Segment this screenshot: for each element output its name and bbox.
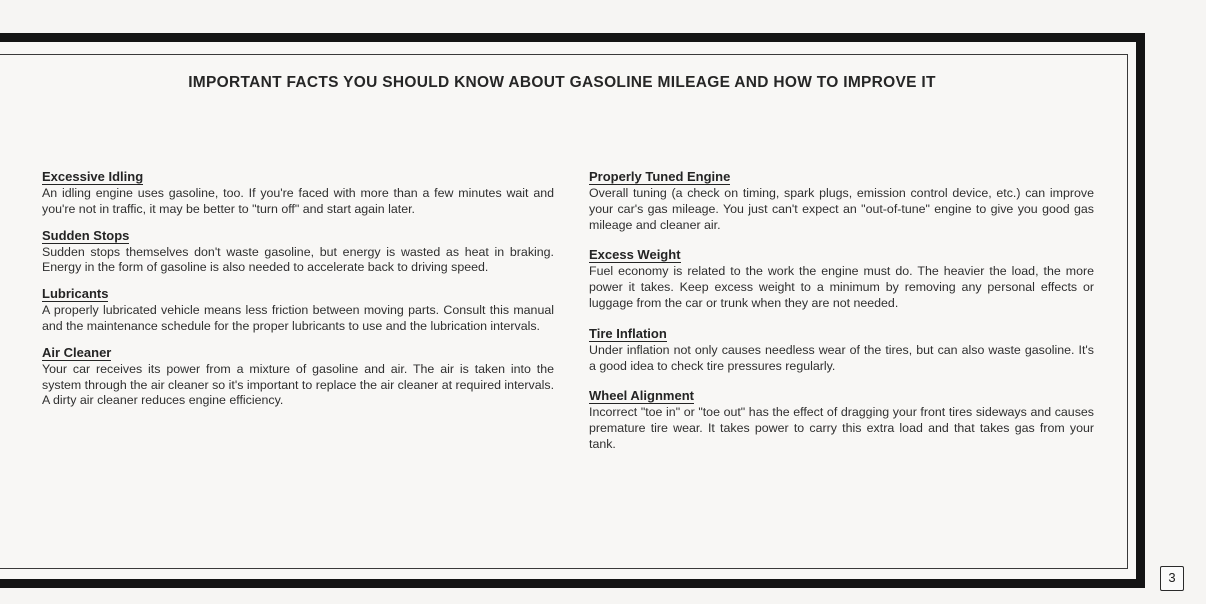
section-body: Incorrect "toe in" or "toe out" has the effect of dragging your front tires sideways and causes premature tire wear. It takes power to carry this extra load and that takes gas from your tank.: [589, 405, 1094, 451]
section-body: A properly lubricated vehicle means less friction between moving parts. Consult this manual and the maintenance schedule for the proper lubricants to use and the lubrication intervals.: [42, 303, 554, 333]
section-body: Under inflation not only causes needless wear of the tires, but can also waste gasoline. It's a good idea to check tire pressures regularly.: [589, 342, 1094, 373]
section-body: Fuel economy is related to the work the engine must do. The heavier the load, the more power it takes. Keep excess weight to a minimum by removing any personal effects or luggage from the car or trunk when they are not needed.: [589, 264, 1094, 310]
section-body: Sudden stops themselves don't waste gasoline, but energy is wasted as heat in braking. Energy in the form of gasoline is also needed to accelerate back to driving speed.: [42, 244, 554, 275]
section-title: Excess Weight: [589, 247, 681, 263]
section-wheel-alignment: [589, 387, 1094, 452]
left-column: [42, 168, 554, 418]
section-body: Your car receives its power from a mixture of gasoline and air. The air is taken into the system through the air cleaner so it's important to replace the air cleaner at required intervals. A dirty air cleaner reduces engine efficiency.: [42, 361, 555, 408]
section-title: Sudden Stops: [42, 227, 130, 243]
section-body: An idling engine uses gasoline, too. If you're faced with more than a few minutes wait and you're not in traffic, it may be better to "turn off" and start again later.: [42, 186, 554, 216]
section-tire-inflation: [589, 325, 1094, 375]
section-air-cleaner: [42, 344, 554, 409]
section-excessive-idling: [42, 168, 554, 218]
section-excess-weight: [589, 246, 1094, 311]
section-title: Tire Inflation: [589, 325, 667, 341]
section-title: Properly Tuned Engine: [589, 169, 731, 184]
section-title: Wheel Alignment: [589, 388, 694, 404]
section-lubricants: [42, 285, 554, 335]
page-number-badge: 3: [1160, 566, 1184, 591]
section-title: Lubricants: [42, 286, 109, 302]
section-properly-tuned-engine: [589, 168, 1094, 233]
right-column: [589, 168, 1094, 466]
section-body: Overall tuning (a check on timing, spark plugs, emission control device, etc.) can improve your car's gas mileage. You just can't expect an "out-of-tune" engine to give you good gas mileage and cleaner air.: [589, 186, 1094, 232]
section-title: Excessive Idling: [42, 169, 144, 184]
section-sudden-stops: [42, 227, 554, 277]
page-headline: IMPORTANT FACTS YOU SHOULD KNOW ABOUT GASOLINE MILEAGE AND HOW TO IMPROVE IT: [188, 74, 936, 91]
section-title: Air Cleaner: [42, 344, 112, 360]
